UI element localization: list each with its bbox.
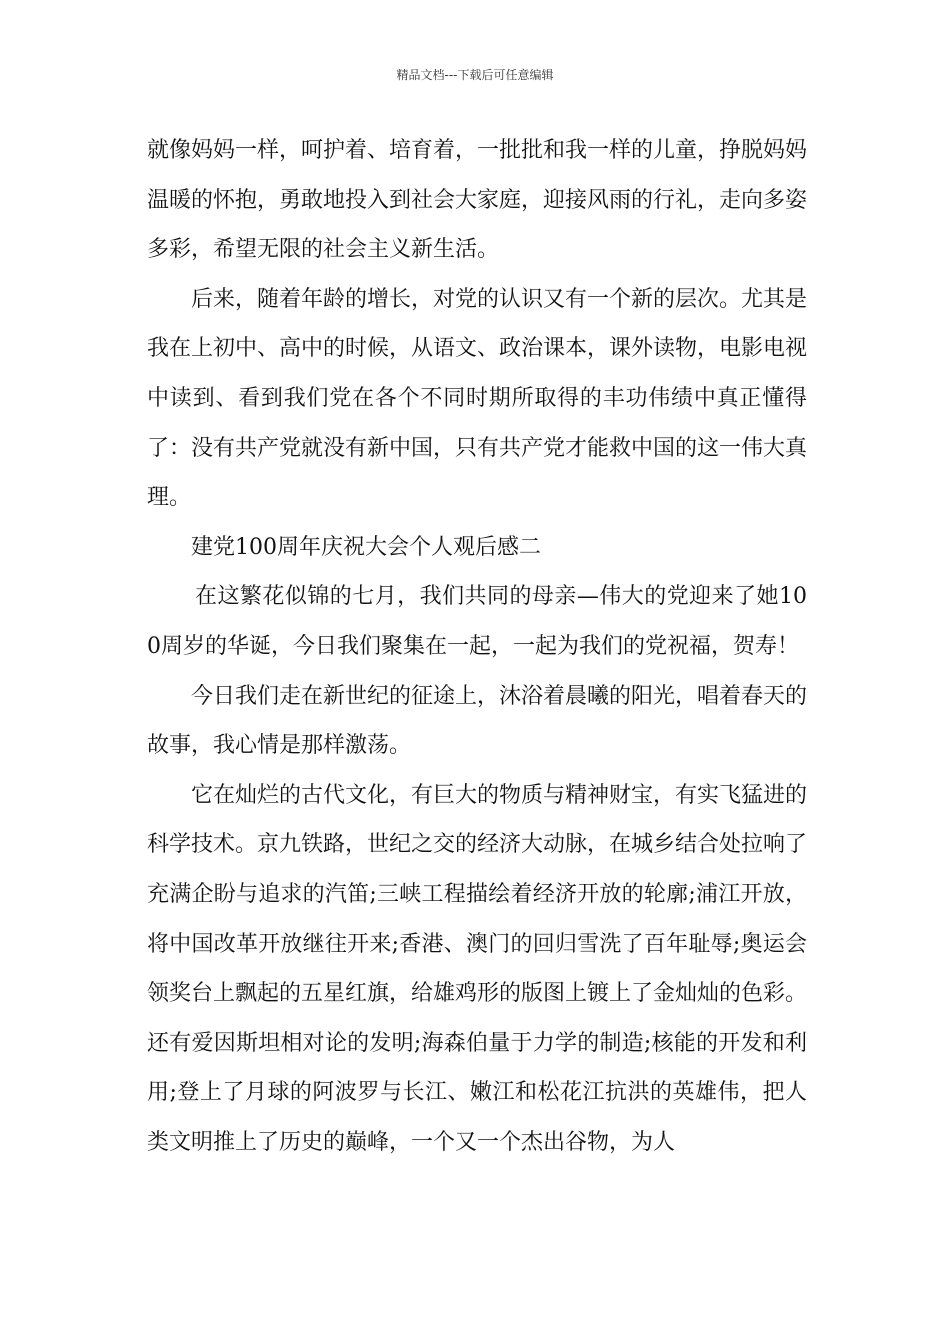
paragraph-new-century: 今日我们走在新世纪的征途上，沐浴着晨曦的阳光，唱着春天的故事，我心情是那样激荡。 <box>147 683 808 759</box>
paragraph-july-celebration: 在这繁花似锦的七月，我们共同的母亲—伟大的党迎来了她100周岁的华诞，今日我们聚集在一起，一起为我们的党祝福，贺寿！ <box>147 584 807 659</box>
section-heading: 建党100周年庆祝大会个人观后感二 <box>191 534 541 560</box>
document-body <box>147 126 807 1167</box>
page-header: 精品文档---下载后可任意编辑 <box>396 68 554 82</box>
paragraph-party-understanding: 后来，随着年龄的增长，对党的认识又有一个新的层次。尤其是我在上初中、高中的时候，从语文、政治课本，课外读物，电影电视中读到、看到我们党在各个不同时期所取得的丰功伟绩中真正懂得了：没有共产党就没有新中国，只有共产党才能救中国的这一伟大真理。 <box>147 286 808 511</box>
paragraph-achievements: 它在灿烂的古代文化，有巨大的物质与精神财宝，有实飞猛进的科学技术。京九铁路，世纪之交的经济大动脉，在城乡结合处拉响了充满企盼与追求的汽笛;三峡工程描绘着经济开放的轮廓;浦江开放，将中国改革开放继往开来;香港、澳门的回归雪洗了百年耻辱;奥运会领奖台上飘起的五星红旗，给雄鸡形的版图上镀上了金灿灿的色彩。还有爱因斯坦相对论的发明;海森伯量于力学的制造;核能的开发和利用;登上了月球的阿波罗与长江、嫩江和松花江抗洪的英雄伟，把人类文明推上了历史的巅峰，一个又一个杰出谷物，为人 <box>147 782 808 1155</box>
paragraph-continuation: 就像妈妈一样，呵护着、培育着，一批批和我一样的儿童，挣脱妈妈温暖的怀抱，勇敢地投入到社会大家庭，迎接风雨的行礼，走向多姿多彩，希望无限的社会主义新生活。 <box>147 138 808 263</box>
